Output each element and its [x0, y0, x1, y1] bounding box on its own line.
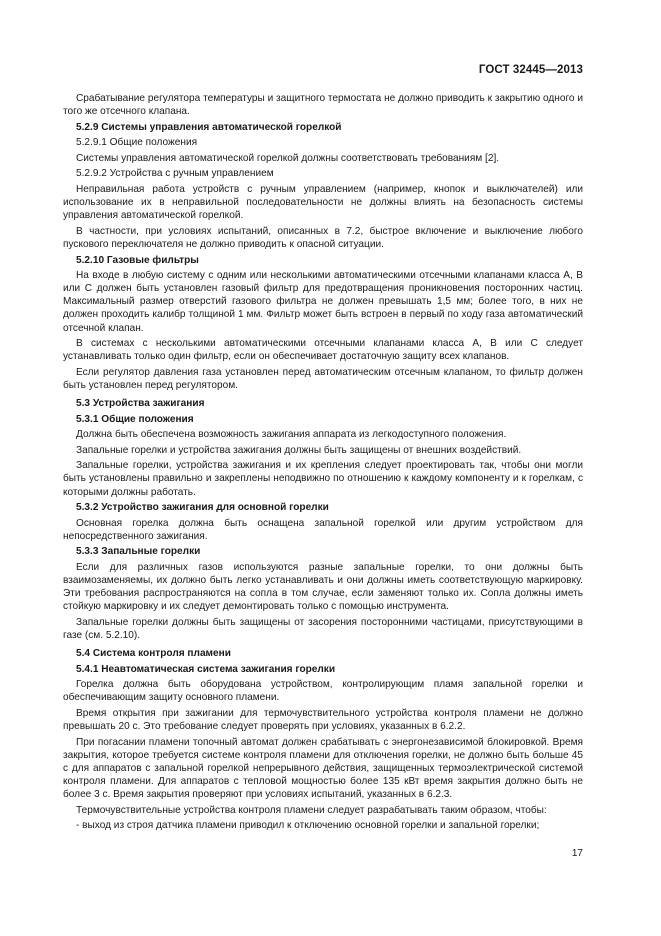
section-heading: 5.3.2 Устройство зажигания для основной горелки [76, 502, 329, 514]
paragraph: Основная горелка должна быть оснащена запальной горелкой или другим устройством для непосредственного зажигания. [63, 517, 583, 542]
paragraph: В системах с несколькими автоматическими отсечными клапанами класса А, В или С следует устанавливать только один фильтр, если он обеспечивает достаточную защиту всех клапанов. [63, 338, 583, 363]
section-heading: 5.2.10 Газовые фильтры [76, 254, 199, 266]
paragraph: Срабатывание регулятора температуры и защитного термостата не должно приводить к закрытию одного и того же отсечного клапана. [63, 93, 583, 118]
document-number: ГОСТ 32445—2013 [478, 64, 583, 76]
paragraph: Термочувствительные устройства контроля пламени следует разрабатывать таким образом, чтобы: [76, 804, 547, 816]
paragraph: Запальные горелки, устройства зажигания и их крепления следует проектировать так, чтобы они могли быть установлены правильно и закреплены неподвижно по отношению к каждому компоненту и к горелкам, с которыми должны работать. [63, 460, 583, 498]
document-body [63, 92, 583, 835]
paragraph: Если для различных газов используются разные запальные горелки, то они должны быть взаимозаменяемы, их должно быть легко устанавливать и они должны иметь соответствующую маркировку. Эти требования распространяются на сопла в том случае, если заменяют только их. Сопла должны иметь стойкую маркировку и их следует демонтировать только с помощью инструмента. [63, 562, 583, 613]
section-heading: 5.2.9 Системы управления автоматической горелкой [76, 121, 342, 133]
section-heading: 5.4 Система контроля пламени [76, 648, 231, 660]
paragraph: Запальные горелки должны быть защищены от засорения посторонними частицами, присутствующими в газе (см. 5.2.10). [63, 616, 583, 641]
section-heading: 5.3 Устройства зажигания [76, 397, 205, 409]
paragraph: В частности, при условиях испытаний, описанных в 7.2, быстрое включение и выключение любого пускового переключателя не должно приводить к опасной ситуации. [63, 225, 583, 250]
page-number: 17 [571, 848, 583, 859]
list-item: - выход из строя датчика пламени приводил к отключению основной горелки и запальной горелки; [76, 820, 540, 832]
paragraph: 5.2.9.2 Устройства с ручным управлением [76, 168, 274, 180]
section-heading: 5.3.3 Запальные горелки [76, 546, 201, 558]
section-heading: 5.3.1 Общие положения [76, 413, 194, 425]
paragraph: На входе в любую систему с одним или несколькими автоматическими отсечными клапанами класса А, В или С должен быть установлен газовый фильтр для предотвращения проникновения посторонних частиц. Максимальный размер отверстий газового фильтра не должен превышать 1,5 мм; более того, в них не должен проходить калибр толщиной 1 мм. Фильтр может быть встроен в первый по ходу газа автоматический отсечной клапан. [63, 270, 583, 334]
paragraph: При погасании пламени топочный автомат должен срабатывать с энергонезависимой блокировкой. Время закрытия, которое требуется системе контроля пламени для отключения горелки, не должно быть больше 45 с для аппаратов с запальной горелкой непрерывного действия, защищенных термоэлектрической системой контроля пламени. Для аппаратов с тепловой мощностью более 135 кВт время закрытия должно быть не более 3 с. Время закрытия проверяют при условиях испытаний, указанных в 6.2.3. [63, 736, 583, 800]
paragraph: Запальные горелки и устройства зажигания должны быть защищены от внешних воздействий. [76, 444, 522, 456]
paragraph: Должна быть обеспечена возможность зажигания аппарата из легкодоступного положения. [76, 429, 507, 441]
paragraph: 5.2.9.1 Общие положения [76, 137, 198, 149]
paragraph: Горелка должна быть оборудована устройством, контролирующим пламя запальной горелки и обеспечивающим защиту основного пламени. [63, 679, 583, 704]
paragraph: Неправильная работа устройств с ручным управлением (например, кнопок и выключателей) или использование их в неправильной последовательности не должны влиять на безопасность системы управления автоматической горелкой. [63, 184, 583, 222]
section-heading: 5.4.1 Неавтоматическая система зажигания горелки [76, 663, 336, 675]
paragraph: Если регулятор давления газа установлен перед автоматическим отсечным клапаном, то фильтр должен быть установлен перед регулятором. [63, 366, 583, 391]
paragraph: Время открытия при зажигании для термочувствительного устройства контроля пламени не должно превышать 20 с. Это требование следует проверять при условиях, указанных в 6.2.2. [63, 707, 583, 733]
paragraph: Системы управления автоматической горелкой должны соответствовать требованиям [2]. [76, 152, 500, 164]
